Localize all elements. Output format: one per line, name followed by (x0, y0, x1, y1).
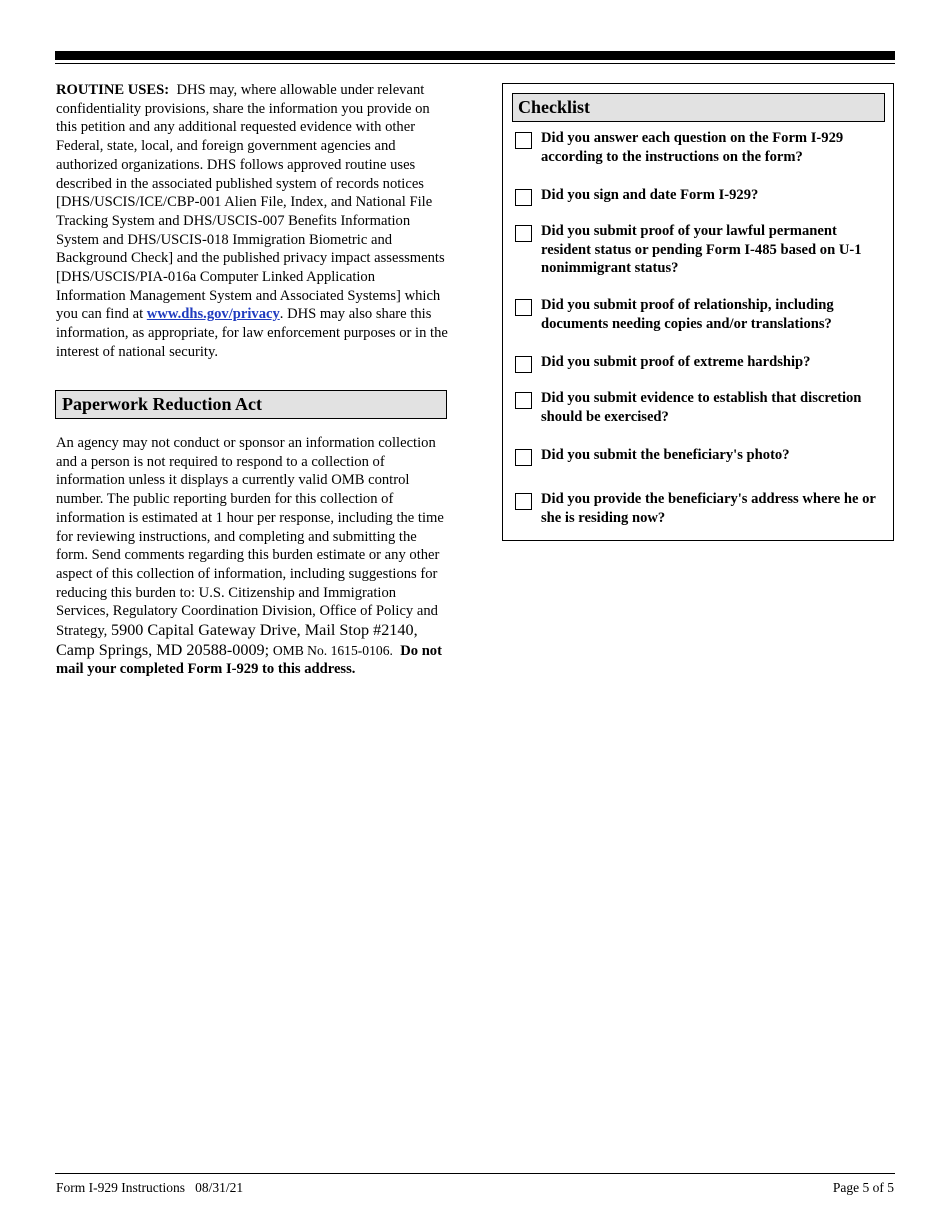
footer-date: 08/31/21 (195, 1180, 244, 1195)
routine-uses-section (56, 81, 448, 362)
header-rule-thick (55, 51, 895, 60)
footer-rule (55, 1173, 895, 1174)
paperwork-address: 5900 Capital Gateway Drive, Mail Stop #2140, Camp Springs, MD 20588-0009; (56, 621, 418, 659)
routine-uses-text-end: . DHS may also share this information, as appropriate, for law enforcement purposes or in the interest of national security. (56, 306, 448, 360)
checklist-panel (502, 83, 894, 541)
checklist-checkbox[interactable] (515, 225, 532, 242)
checklist-checkbox[interactable] (515, 189, 532, 206)
paperwork-heading: Paperwork Reduction Act (62, 394, 262, 414)
checklist-item-text: Did you provide the beneficiary's address where he or she is residing now? (541, 491, 876, 526)
routine-uses-paragraph (56, 81, 448, 362)
checklist-item-text: Did you submit proof of extreme hardship? (541, 354, 811, 370)
do-not-mail-notice: Do not mail your completed Form I-929 to this address. (56, 642, 442, 678)
checklist-checkbox[interactable] (515, 392, 532, 409)
omb-number: OMB No. 1615-0106. (272, 642, 393, 658)
header-rule-thin (55, 63, 895, 64)
checklist-checkbox[interactable] (515, 449, 532, 466)
paperwork-section (56, 434, 450, 679)
checklist-checkbox[interactable] (515, 493, 532, 510)
privacy-link[interactable]: www.dhs.gov/privacy (146, 306, 280, 323)
checklist-item-text: Did you answer each question on the Form I-929 according to the instructions on the form? (541, 130, 844, 165)
footer-page-number: Page 5 of 5 (832, 1180, 894, 1195)
paperwork-heading-box (55, 390, 447, 419)
checklist-heading-box (512, 93, 885, 122)
checklist-item-text: Did you submit proof of your lawful permanent resident status or pending Form I-485 based on U-1 nonimmigrant status? (541, 223, 862, 277)
footer-form-info (56, 1180, 243, 1196)
checklist-item-text: Did you submit the beneficiary's photo? (541, 447, 790, 463)
checklist-heading: Checklist (518, 97, 590, 117)
paperwork-paragraph (56, 434, 450, 679)
checklist-item-text: Did you sign and date Form I-929? (541, 187, 759, 203)
footer-form-name: Form I-929 Instructions (56, 1180, 185, 1195)
paperwork-text: An agency may not conduct or sponsor an information collection and a person is not required to respond to a collection of information unless it displays a currently valid OMB control number. The public reporting burden for this collection of information is estimated at 1 hour per response, including the time for reviewing instructions, and completing and submitting the form. Send comments regarding this burden estimate or any other aspect of this collection of information, including suggestions for reducing this burden to: U.S. Citizenship and Immigration Services, Regulatory Coordination Division, Office of Policy and Strategy, (56, 435, 444, 640)
routine-uses-label: ROUTINE USES: (56, 82, 170, 98)
checklist-item-text: Did you submit evidence to establish that discretion should be exercised? (541, 390, 862, 425)
routine-uses-text: DHS may, where allowable under relevant confidentiality provisions, share the information you provide on this petition and any additional requested evidence with other Federal, state, local, and foreign government agencies and authorized organizations. DHS follows approved routine uses described in the associated published system of records notices [DHS/USCIS/ICE/CBP-001 Alien File, Index, and National File Tracking System and DHS/USCIS-007 Benefits Information System and DHS/USCIS-018 Immigration Biometric and Background Check] and the published privacy impact assessments [DHS/USCIS/PIA-016a Computer Linked Application Information Management System and Associated Systems] which you can find at (56, 82, 445, 323)
checklist-checkbox[interactable] (515, 132, 532, 149)
checklist-item-text: Did you submit proof of relationship, including documents needing copies and/or translations? (541, 297, 834, 332)
checklist-checkbox[interactable] (515, 356, 532, 373)
checklist-checkbox[interactable] (515, 299, 532, 316)
